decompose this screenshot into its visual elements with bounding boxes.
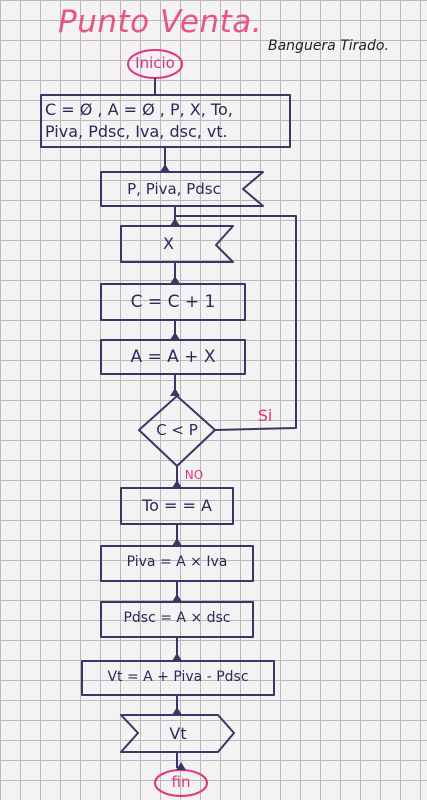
input-params-label: P, Piva, Pdsc (127, 180, 221, 198)
calc-pdsc-label: Pdsc = A × dsc (123, 610, 231, 626)
accumulate-label: A = A + X (130, 347, 216, 367)
arrow-head (170, 218, 180, 226)
author-name: Banguera Tirado. (268, 38, 389, 54)
arrow-head (170, 388, 180, 396)
init-line-2: Piva, Pdsc, Iva, dsc, vt. (45, 122, 228, 141)
init-line-1: C = Ø , A = Ø , P, X, To, (45, 100, 233, 119)
arrow-head (170, 276, 180, 284)
branch-yes-label: Si (257, 406, 273, 425)
start-label: Inicio (135, 54, 175, 72)
condition-label: C < P (156, 421, 198, 439)
arrow-head (160, 164, 170, 172)
calc-piva-label: Piva = A × Iva (126, 554, 228, 570)
arrow-head (172, 594, 182, 602)
arrow-head (172, 653, 182, 661)
increment-label: C = C + 1 (130, 292, 216, 312)
arrow-head (172, 707, 182, 715)
assign-to-label: To = = A (142, 496, 212, 515)
branch-no-label: NO (184, 468, 204, 482)
end-label: fin (171, 773, 191, 791)
arrow-head (170, 332, 180, 340)
page-title: Punto Venta. (58, 4, 263, 40)
arrow-head (172, 538, 182, 546)
calc-vt-label: Vt = A + Piva - Pdsc (107, 669, 249, 685)
input-x-label: X (163, 234, 174, 253)
output-vt-label: Vt (169, 724, 187, 743)
